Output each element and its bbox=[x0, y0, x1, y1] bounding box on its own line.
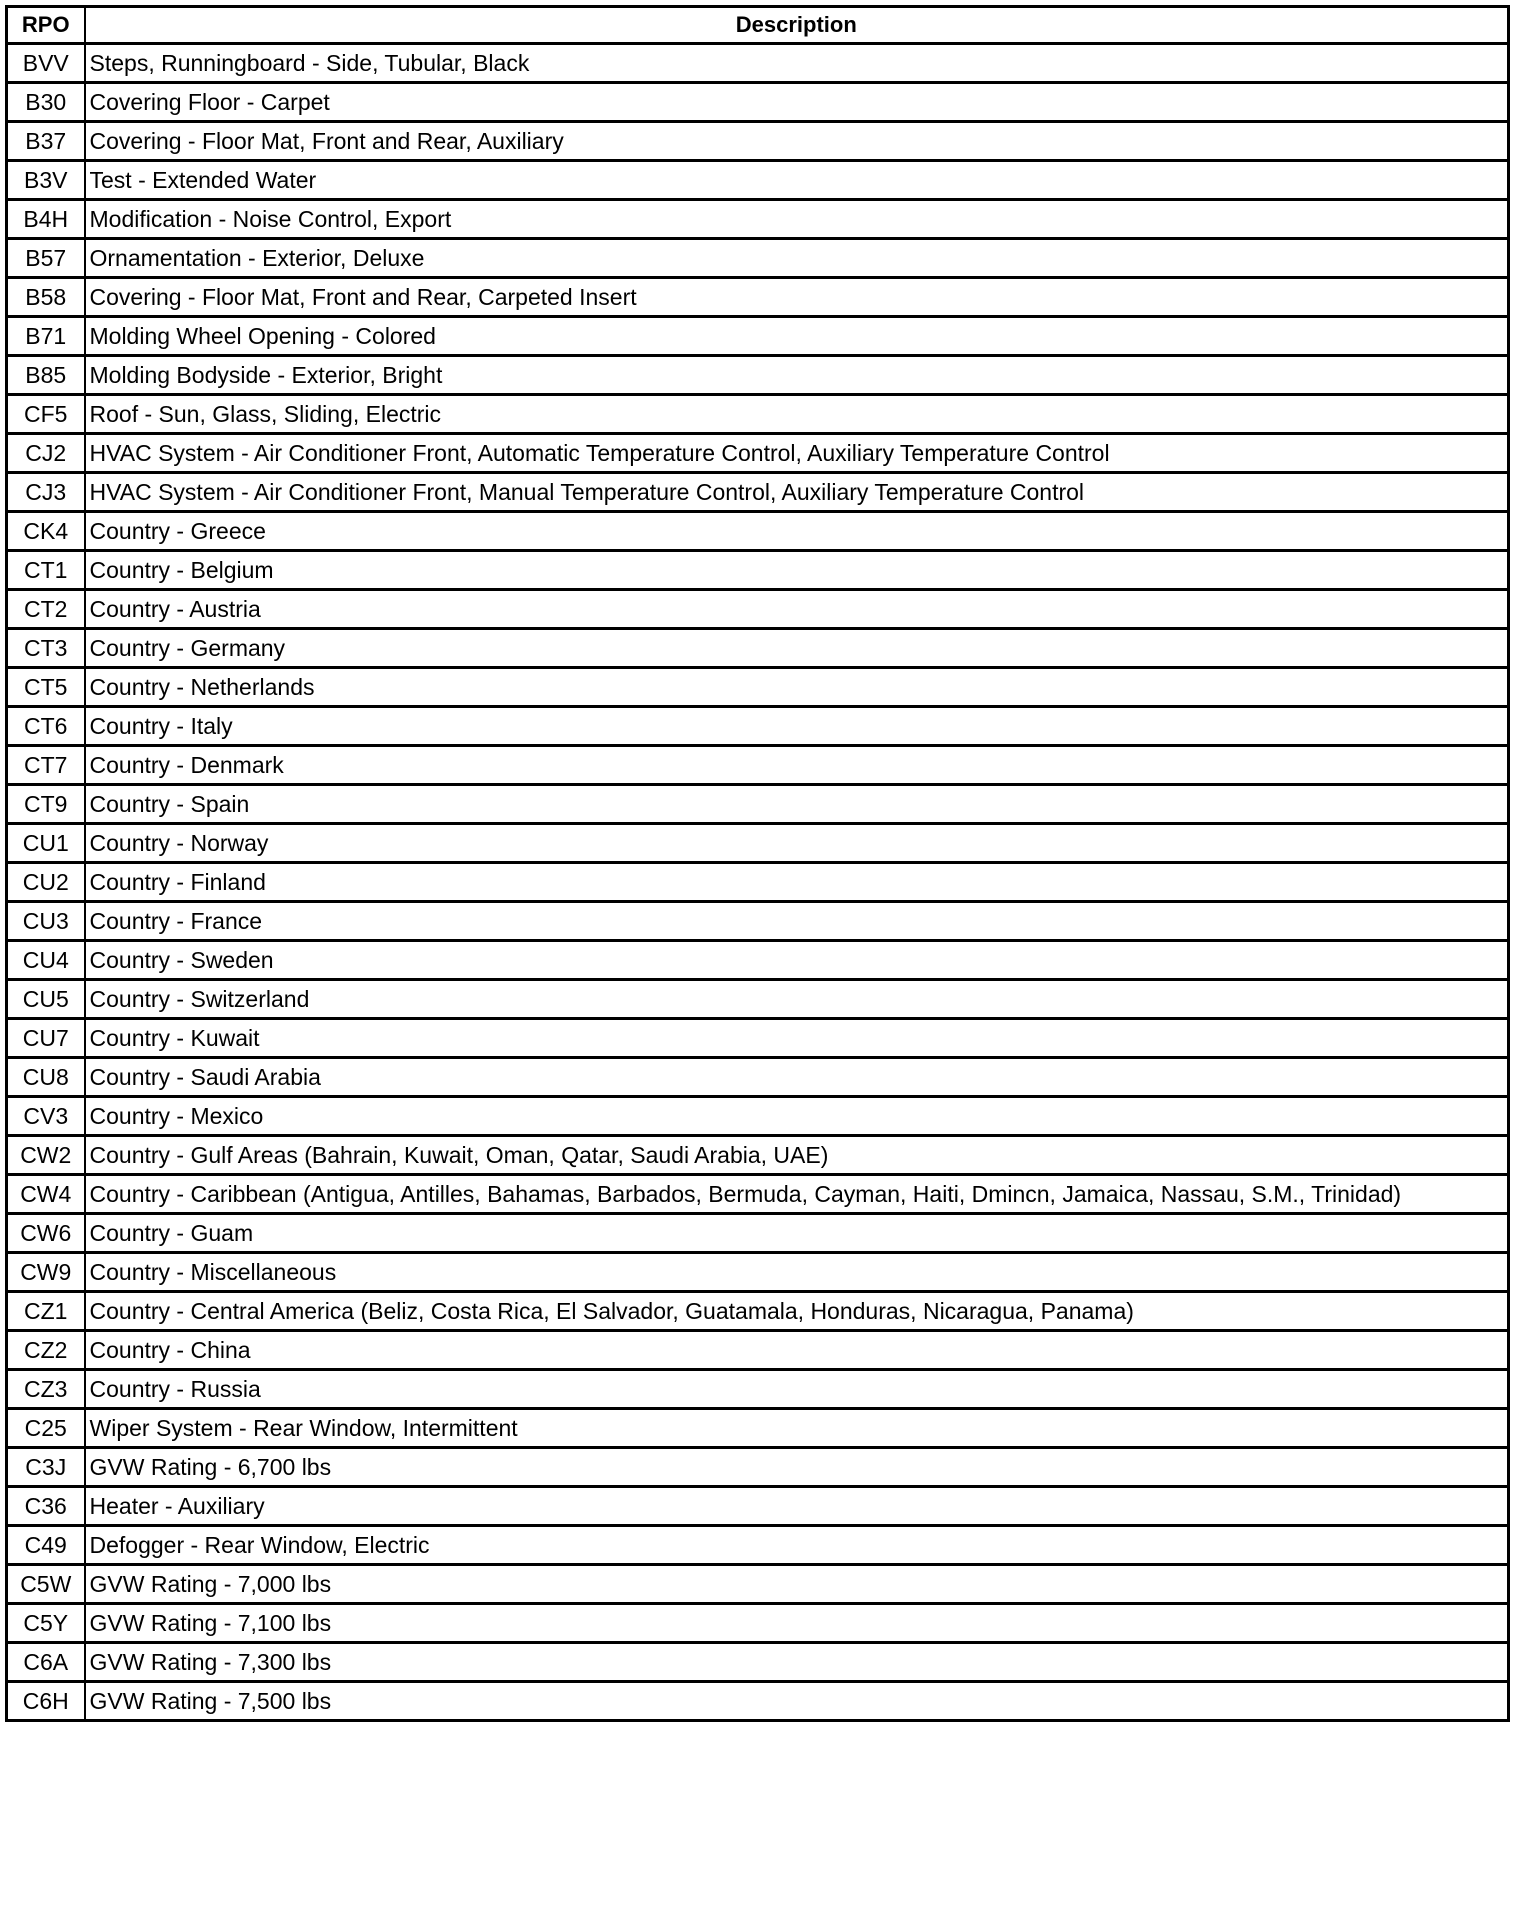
table-row bbox=[7, 1019, 1509, 1058]
rpo-code: CZ2 bbox=[7, 1331, 85, 1370]
table-row bbox=[7, 395, 1509, 434]
rpo-code: B57 bbox=[7, 239, 85, 278]
header-description: Description bbox=[85, 7, 1509, 44]
table-row bbox=[7, 824, 1509, 863]
table-row bbox=[7, 980, 1509, 1019]
table-row bbox=[7, 1526, 1509, 1565]
rpo-code: CU4 bbox=[7, 941, 85, 980]
rpo-description: Country - Gulf Areas (Bahrain, Kuwait, Oman, Qatar, Saudi Arabia, UAE) bbox=[85, 1136, 1509, 1175]
rpo-code: B3V bbox=[7, 161, 85, 200]
rpo-code: CU2 bbox=[7, 863, 85, 902]
rpo-code: CZ1 bbox=[7, 1292, 85, 1331]
table-row bbox=[7, 317, 1509, 356]
rpo-description: Country - Miscellaneous bbox=[85, 1253, 1509, 1292]
table-row bbox=[7, 785, 1509, 824]
rpo-code: CJ3 bbox=[7, 473, 85, 512]
rpo-description: Country - Sweden bbox=[85, 941, 1509, 980]
rpo-description: Country - Belgium bbox=[85, 551, 1509, 590]
rpo-code: CW6 bbox=[7, 1214, 85, 1253]
table-row bbox=[7, 83, 1509, 122]
rpo-description: Country - Guam bbox=[85, 1214, 1509, 1253]
rpo-description: Country - Central America (Beliz, Costa Rica, El Salvador, Guatamala, Honduras, Nicaragua, Panama) bbox=[85, 1292, 1509, 1331]
rpo-description: Country - Kuwait bbox=[85, 1019, 1509, 1058]
rpo-code: B4H bbox=[7, 200, 85, 239]
rpo-description: Country - Spain bbox=[85, 785, 1509, 824]
rpo-description: Molding Bodyside - Exterior, Bright bbox=[85, 356, 1509, 395]
rpo-code: CV3 bbox=[7, 1097, 85, 1136]
rpo-description: Roof - Sun, Glass, Sliding, Electric bbox=[85, 395, 1509, 434]
table-row bbox=[7, 668, 1509, 707]
rpo-code: B71 bbox=[7, 317, 85, 356]
rpo-code: CT2 bbox=[7, 590, 85, 629]
rpo-description: HVAC System - Air Conditioner Front, Manual Temperature Control, Auxiliary Temperature Control bbox=[85, 473, 1509, 512]
rpo-description: GVW Rating - 7,500 lbs bbox=[85, 1682, 1509, 1721]
rpo-code: CU5 bbox=[7, 980, 85, 1019]
table-row bbox=[7, 44, 1509, 83]
rpo-code: B30 bbox=[7, 83, 85, 122]
rpo-description: Country - France bbox=[85, 902, 1509, 941]
rpo-code: CW9 bbox=[7, 1253, 85, 1292]
table-row bbox=[7, 1682, 1509, 1721]
rpo-description: Steps, Runningboard - Side, Tubular, Black bbox=[85, 44, 1509, 83]
rpo-code: C36 bbox=[7, 1487, 85, 1526]
rpo-description: Country - Russia bbox=[85, 1370, 1509, 1409]
rpo-code: CJ2 bbox=[7, 434, 85, 473]
table-row bbox=[7, 1643, 1509, 1682]
rpo-description: Covering - Floor Mat, Front and Rear, Auxiliary bbox=[85, 122, 1509, 161]
rpo-description: Country - Switzerland bbox=[85, 980, 1509, 1019]
rpo-table bbox=[5, 5, 1510, 1722]
table-row bbox=[7, 902, 1509, 941]
rpo-code: CU3 bbox=[7, 902, 85, 941]
rpo-description: GVW Rating - 7,300 lbs bbox=[85, 1643, 1509, 1682]
rpo-description: Country - Mexico bbox=[85, 1097, 1509, 1136]
rpo-code: C25 bbox=[7, 1409, 85, 1448]
rpo-description: Country - Saudi Arabia bbox=[85, 1058, 1509, 1097]
table-row bbox=[7, 356, 1509, 395]
rpo-description: Country - Germany bbox=[85, 629, 1509, 668]
rpo-code: CT3 bbox=[7, 629, 85, 668]
rpo-code: CT5 bbox=[7, 668, 85, 707]
table-row bbox=[7, 473, 1509, 512]
rpo-code: BVV bbox=[7, 44, 85, 83]
table-row bbox=[7, 1292, 1509, 1331]
rpo-description: Country - Italy bbox=[85, 707, 1509, 746]
rpo-description: Defogger - Rear Window, Electric bbox=[85, 1526, 1509, 1565]
table-row bbox=[7, 200, 1509, 239]
rpo-description: Country - Netherlands bbox=[85, 668, 1509, 707]
rpo-code: C49 bbox=[7, 1526, 85, 1565]
rpo-code: CU8 bbox=[7, 1058, 85, 1097]
rpo-description: Modification - Noise Control, Export bbox=[85, 200, 1509, 239]
table-row bbox=[7, 278, 1509, 317]
rpo-description: Wiper System - Rear Window, Intermittent bbox=[85, 1409, 1509, 1448]
rpo-description: GVW Rating - 7,100 lbs bbox=[85, 1604, 1509, 1643]
rpo-description: Country - Norway bbox=[85, 824, 1509, 863]
rpo-description: Covering - Floor Mat, Front and Rear, Carpeted Insert bbox=[85, 278, 1509, 317]
rpo-code: CZ3 bbox=[7, 1370, 85, 1409]
rpo-code: C5Y bbox=[7, 1604, 85, 1643]
table-row bbox=[7, 434, 1509, 473]
rpo-description: Heater - Auxiliary bbox=[85, 1487, 1509, 1526]
rpo-description: Country - Denmark bbox=[85, 746, 1509, 785]
table-row bbox=[7, 1097, 1509, 1136]
table-row bbox=[7, 1370, 1509, 1409]
rpo-description: GVW Rating - 7,000 lbs bbox=[85, 1565, 1509, 1604]
rpo-code: C6A bbox=[7, 1643, 85, 1682]
header-rpo: RPO bbox=[7, 7, 85, 44]
rpo-description: Country - Caribbean (Antigua, Antilles, Bahamas, Barbados, Bermuda, Cayman, Haiti, Dmincn, Jamaica, Nassau, S.M., Trinidad) bbox=[85, 1175, 1509, 1214]
table-row bbox=[7, 1409, 1509, 1448]
rpo-description: Covering Floor - Carpet bbox=[85, 83, 1509, 122]
table-row bbox=[7, 1253, 1509, 1292]
rpo-code: B85 bbox=[7, 356, 85, 395]
rpo-code: CT7 bbox=[7, 746, 85, 785]
table-body bbox=[7, 44, 1509, 1721]
rpo-code: C5W bbox=[7, 1565, 85, 1604]
table-row bbox=[7, 1487, 1509, 1526]
rpo-description: HVAC System - Air Conditioner Front, Automatic Temperature Control, Auxiliary Temperature Control bbox=[85, 434, 1509, 473]
table-header-row bbox=[7, 7, 1509, 44]
table-row bbox=[7, 629, 1509, 668]
table-row bbox=[7, 1136, 1509, 1175]
rpo-description: Molding Wheel Opening - Colored bbox=[85, 317, 1509, 356]
rpo-description: Country - China bbox=[85, 1331, 1509, 1370]
table-row bbox=[7, 590, 1509, 629]
rpo-code: CW4 bbox=[7, 1175, 85, 1214]
table-row bbox=[7, 1331, 1509, 1370]
table-row bbox=[7, 551, 1509, 590]
rpo-code: CT6 bbox=[7, 707, 85, 746]
table-row bbox=[7, 122, 1509, 161]
rpo-code: CU7 bbox=[7, 1019, 85, 1058]
rpo-description: Country - Austria bbox=[85, 590, 1509, 629]
rpo-code: B37 bbox=[7, 122, 85, 161]
table-row bbox=[7, 1565, 1509, 1604]
rpo-code: CU1 bbox=[7, 824, 85, 863]
rpo-description: Country - Greece bbox=[85, 512, 1509, 551]
table-row bbox=[7, 746, 1509, 785]
rpo-code: CF5 bbox=[7, 395, 85, 434]
rpo-code: CK4 bbox=[7, 512, 85, 551]
table-row bbox=[7, 863, 1509, 902]
table-row bbox=[7, 512, 1509, 551]
table-row bbox=[7, 1058, 1509, 1097]
rpo-code: B58 bbox=[7, 278, 85, 317]
rpo-description: GVW Rating - 6,700 lbs bbox=[85, 1448, 1509, 1487]
table-row bbox=[7, 941, 1509, 980]
table-row bbox=[7, 1604, 1509, 1643]
table-row bbox=[7, 1175, 1509, 1214]
rpo-description: Ornamentation - Exterior, Deluxe bbox=[85, 239, 1509, 278]
rpo-code: CW2 bbox=[7, 1136, 85, 1175]
rpo-code: C3J bbox=[7, 1448, 85, 1487]
table-row bbox=[7, 707, 1509, 746]
rpo-description: Test - Extended Water bbox=[85, 161, 1509, 200]
table-row bbox=[7, 161, 1509, 200]
table-row bbox=[7, 1448, 1509, 1487]
rpo-code: C6H bbox=[7, 1682, 85, 1721]
rpo-code: CT1 bbox=[7, 551, 85, 590]
rpo-code: CT9 bbox=[7, 785, 85, 824]
table-row bbox=[7, 1214, 1509, 1253]
table-row bbox=[7, 239, 1509, 278]
rpo-description: Country - Finland bbox=[85, 863, 1509, 902]
